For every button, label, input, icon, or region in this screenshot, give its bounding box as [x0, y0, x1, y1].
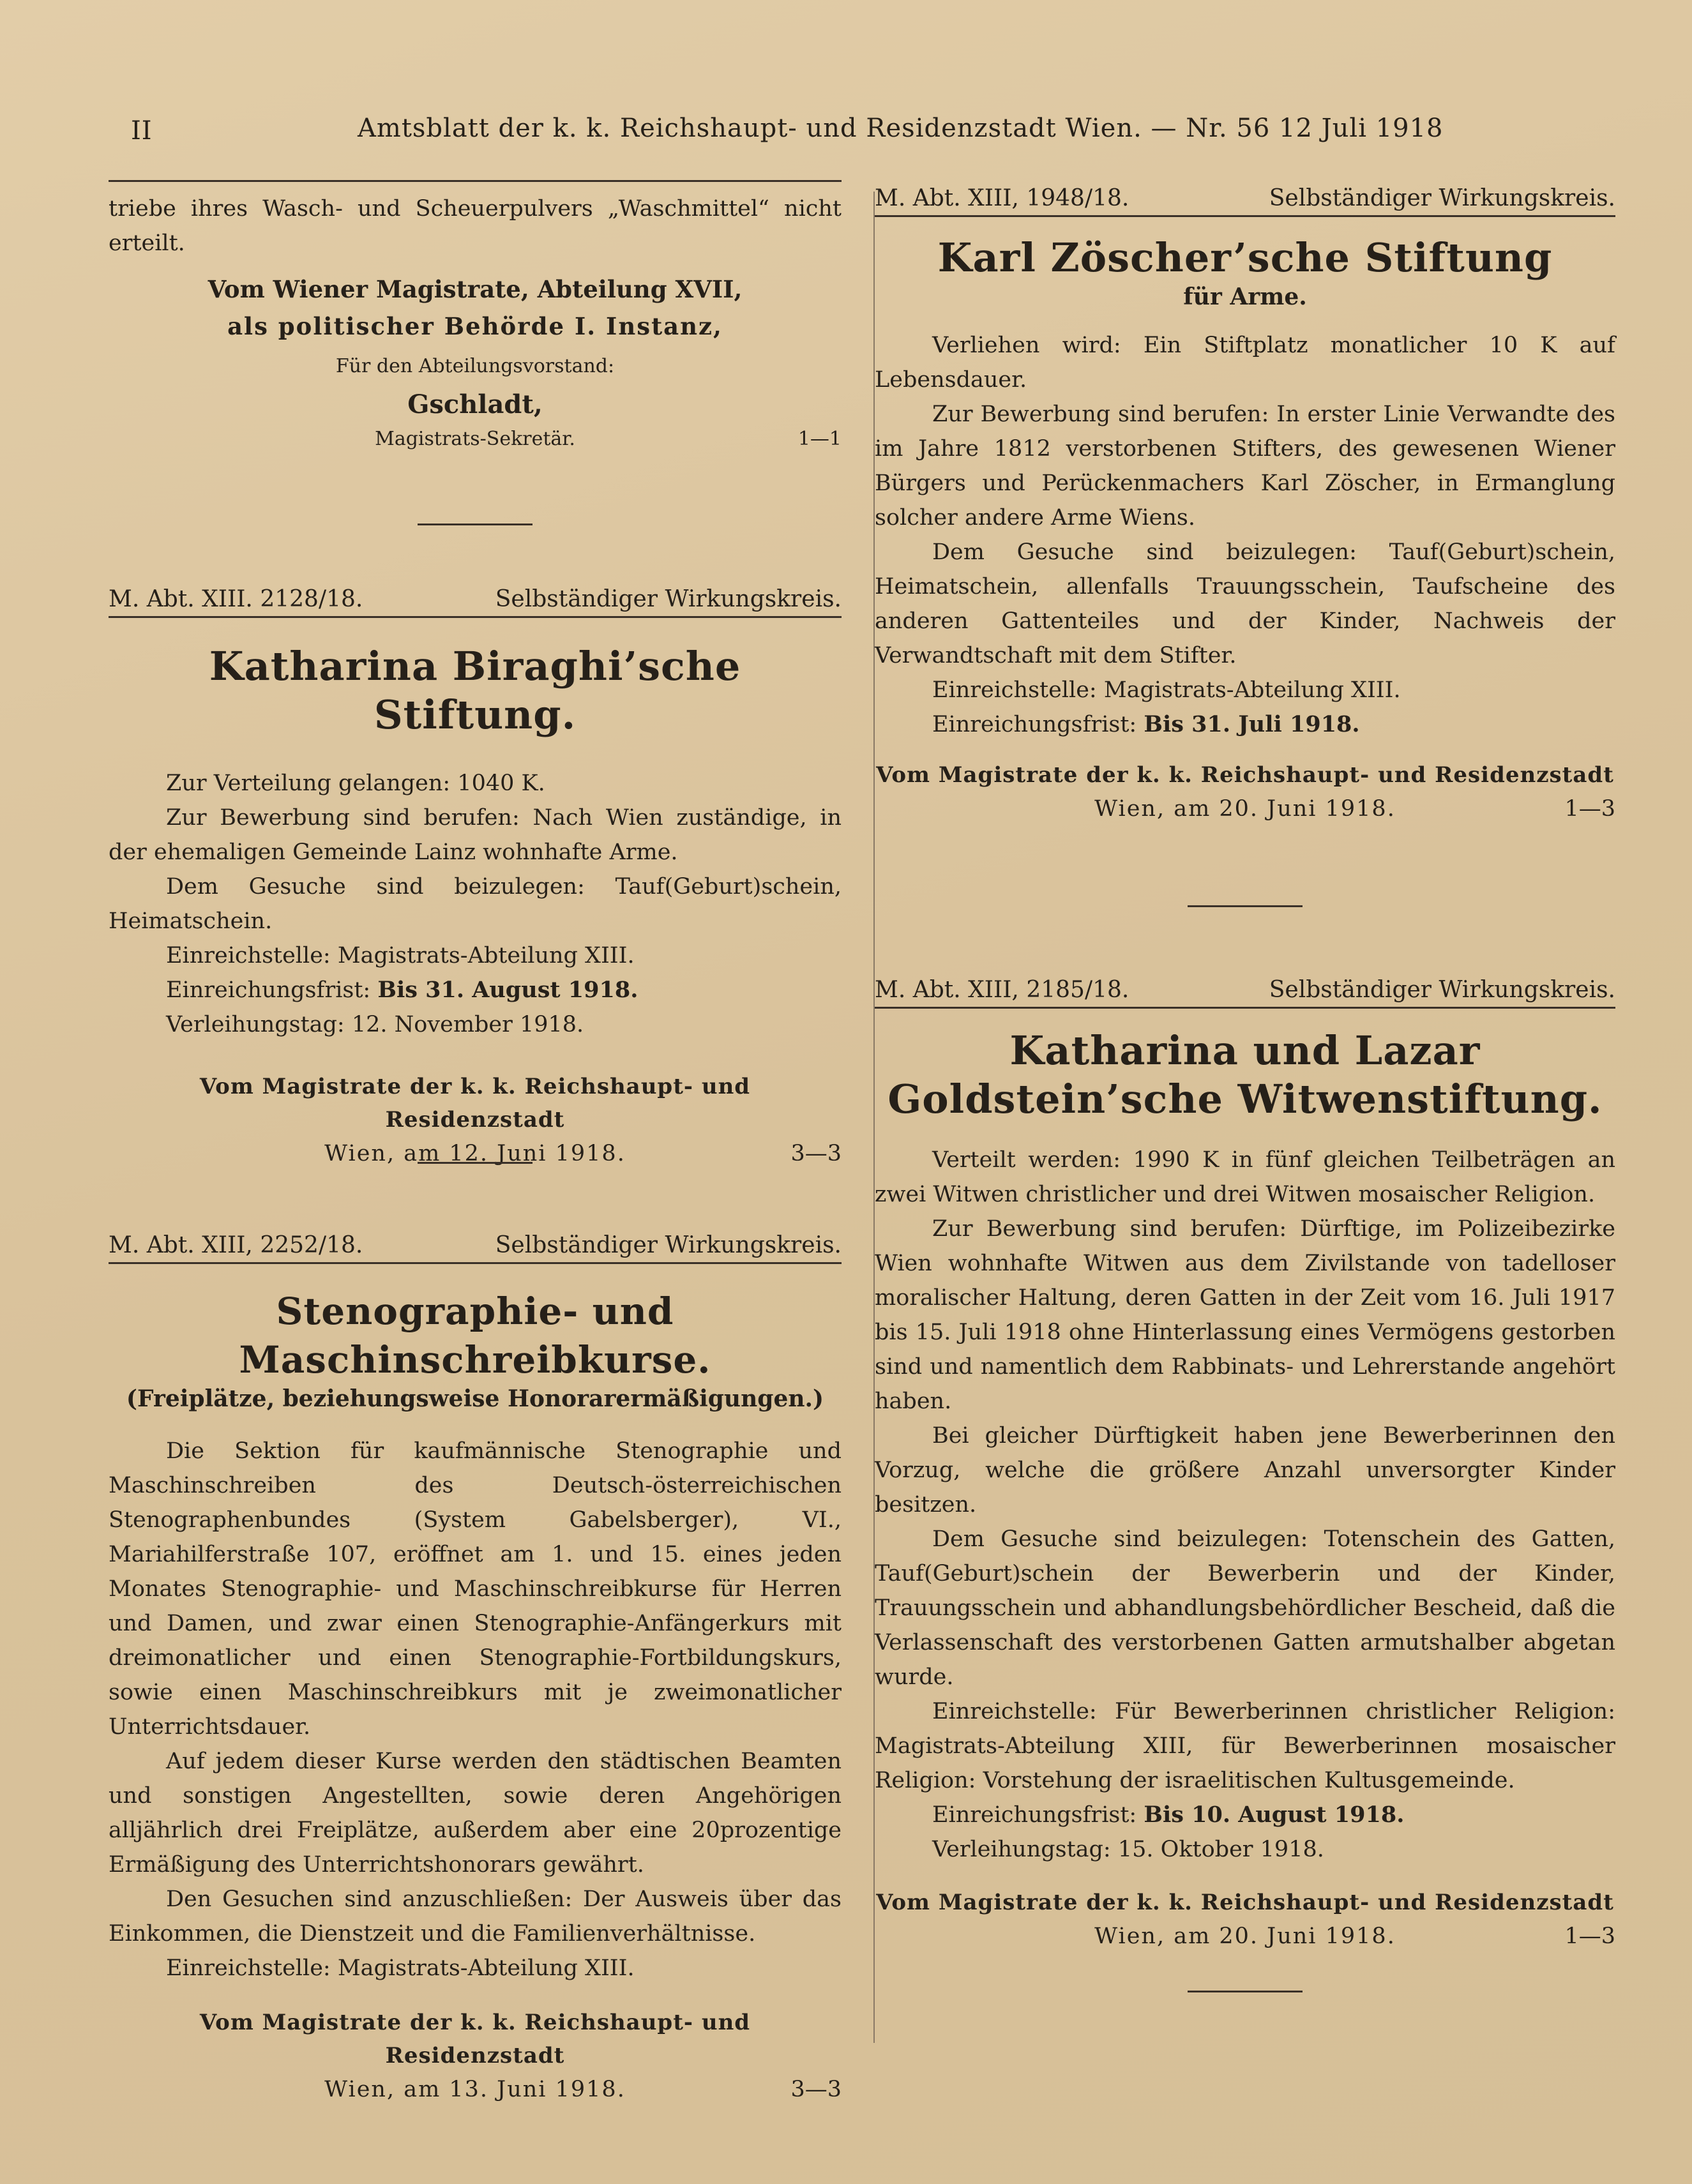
reference-number: M. Abt. XIII, 2252/18. [109, 1232, 363, 1258]
paragraph: Den Gesuchen sind anzuschließen: Der Ausweis über das Einkommen, die Dienstzeit und die Familienverhältnisse. [109, 1887, 842, 1947]
paragraph: Auf jedem dieser Kurse werden den städtischen Beamten und sonstigen Angestellten, sowie deren Angehörigen alljährlich drei Freiplätze, außerdem aber eine 20prozentige Ermäßigung des Unterrichtshonorars gewährt. [109, 1749, 842, 1878]
paragraph: Verteilt werden: 1990 K in fünf gleichen Teilbeträgen an zwei Witwen christlicher und drei Witwen mosaischer Religion. [875, 1147, 1615, 1207]
notice-steno-courses [109, 1232, 842, 2107]
deadline-paragraph [109, 973, 842, 1007]
divider [418, 523, 533, 525]
notice-subtitle: (Freiplätze, beziehungsweise Honorarermäßigungen.) [126, 1385, 824, 1412]
paragraph: Zur Bewerbung sind berufen: Dürftige, im Polizeibezirke Wien wohnhafte Witwen aus dem Zivilstande von tadelloser moralischer Haltung, deren Gatten in der Zeit vom 16. Juli 1917 bis 15. Juli 1918 ohne Hinterlassung eines Vermögens gestorben sind und namentlich dem Rabbinats- und Lehrerstande angehört haben. [875, 1216, 1615, 1414]
notice-header [875, 977, 1615, 1009]
paragraph: Dem Gesuche sind beizulegen: Tauf(Geburt)schein, Heimatschein. [109, 874, 842, 934]
divider [1188, 905, 1303, 907]
notice-subtitle: für Arme. [1183, 283, 1307, 310]
notice-number: 1—1 [797, 428, 842, 450]
paragraph: Dem Gesuche sind beizulegen: Tauf(Geburt)schein, Heimatschein, allenfalls Trauungsschein, Taufscheine des anderen Gattenteiles und der Kinder, Nachweis der Verwandtschaft mit dem Stifter. [875, 539, 1615, 668]
paragraph: Bei gleicher Dürftigkeit haben jene Bewerberinnen den Vorzug, welche die größere Anzahl unversorgter Kinder besitzen. [875, 1423, 1615, 1518]
paragraph: Verliehen wird: Ein Stiftplatz monatlicher 10 K auf Lebensdauer. [875, 333, 1615, 393]
paragraph: Zur Bewerbung sind berufen: Nach Wien zuständige, in der ehemaligen Gemeinde Lainz wohnhafte Arme. [109, 805, 842, 865]
paragraph: Einreichstelle: Magistrats-Abteilung XIII. [166, 1955, 635, 1981]
notice-number: 1—3 [1564, 1924, 1615, 1949]
notice-number: 1—3 [1564, 796, 1615, 822]
scope-label: Selbständiger Wirkungskreis. [495, 586, 842, 612]
place-date: Wien, am 13. Juni 1918. [324, 2077, 626, 2102]
place-date: Wien, am 20. Juni 1918. [1094, 796, 1396, 822]
divider [418, 1162, 533, 1164]
deadline-value: Bis 31. August 1918. [377, 977, 638, 1003]
place-date-row [875, 792, 1615, 826]
deadline-paragraph [875, 1798, 1615, 1832]
continued-text: triebe ihres Wasch- und Scheuerpulvers „Waschmittel“ nicht erteilt. [109, 196, 842, 256]
notice-number: 3—3 [790, 1141, 842, 1166]
left-header-rule [109, 180, 842, 182]
paragraph: Zur Verteilung gelangen: 1040 K. [166, 771, 545, 796]
reference-number: M. Abt. XIII, 2185/18. [875, 977, 1129, 1003]
notice-zoescher [875, 185, 1615, 826]
signatory-role-row [109, 424, 842, 455]
scope-label: Selbständiger Wirkungskreis. [1269, 185, 1615, 211]
paragraph: Einreichstelle: Für Bewerberinnen christlicher Religion: Magistrats-Abteilung XIII, für Bewerberinnen mosaischer Religion: Vorstehung der israelitischen Kultusgemeinde. [875, 1699, 1615, 1793]
signature-line: Vom Magistrate der k. k. Reichshaupt- und Residenzstadt [199, 1074, 751, 1133]
notice-goldstein [875, 977, 1615, 1992]
notice-biraghi [109, 586, 842, 1171]
signatory-name: Gschladt, [407, 389, 543, 419]
notice-title: Katharina und Lazar Goldstein’sche Witwenstiftung. [888, 1027, 1603, 1122]
notice-header [109, 586, 842, 618]
notice-header [875, 185, 1615, 217]
place-date-row [875, 1919, 1615, 1954]
notice-header [109, 1232, 842, 1264]
deadline-value: Bis 31. Juli 1918. [1144, 711, 1360, 737]
deadline-label: Einreichungsfrist: [166, 977, 371, 1003]
signature-line: Vom Magistrate der k. k. Reichshaupt- und Residenzstadt [199, 2010, 751, 2068]
reference-number: M. Abt. XIII. 2128/18. [109, 586, 363, 612]
signatory-role: Magistrats-Sekretär. [375, 428, 575, 450]
deadline-paragraph [875, 707, 1615, 742]
reference-number: M. Abt. XIII, 1948/18. [875, 185, 1129, 211]
paragraph: Dem Gesuche sind beizulegen: Totenschein des Gatten, Tauf(Geburt)schein der Bewerberin und der Kinder, Trauungsschein und abhandlungsbehördlicher Bescheid, daß die Verlassenschaft des verstorbenen Gatten armutshalber abgetan wurde. [875, 1526, 1615, 1690]
deadline-label: Einreichungsfrist: [932, 712, 1137, 737]
divider [1188, 1991, 1303, 1992]
notice-title: Stenographie- und Maschinschreibkurse. [239, 1290, 711, 1382]
paragraph: Zur Bewerbung sind berufen: In erster Linie Verwandte des im Jahre 1812 verstorbenen Stifters, des gewesenen Wiener Bürgers und Perückenmachers Karl Zöscher, in Ermanglung solcher andere Arme Wiens. [875, 402, 1615, 531]
place-date-row [109, 1136, 842, 1171]
signatory-for: Für den Abteilungsvorstand: [335, 355, 615, 377]
continued-notice [109, 192, 842, 455]
running-title: Amtsblatt der k. k. Reichshaupt- und Residenzstadt Wien. — Nr. 56 12 Juli 1918 [358, 114, 1444, 143]
paragraph: Die Sektion für kaufmännische Stenographie und Maschinschreiben des Deutsch-österreichischen Stenographenbundes (System Gabelsberger), VI., Mariahilferstraße 107, eröffnet am 1. und 15. eines jeden Monates Stenographie- und Maschinschreibkurse für Herren und Damen, und zwar einen Stenographie-Anfängerkurs mit dreimonatlicher und einen Stenographie-Fortbildungskurs, sowie einen Maschinschreibkurs mit je zweimonatlicher Unterrichtsdauer. [109, 1438, 842, 1740]
scope-label: Selbständiger Wirkungskreis. [495, 1232, 842, 1258]
left-column [109, 192, 842, 2102]
signature-line: Vom Magistrate der k. k. Reichshaupt- und Residenzstadt [876, 1890, 1614, 1915]
authority-line-1: Vom Wiener Magistrate, Abteilung XVII, [208, 275, 743, 303]
scope-label: Selbständiger Wirkungskreis. [1269, 977, 1615, 1003]
place-date: Wien, am 20. Juni 1918. [1094, 1924, 1396, 1949]
notice-title: Karl Zöscher’sche Stiftung [937, 234, 1553, 281]
place-date: Wien, am 12. Juni 1918. [324, 1141, 626, 1166]
paragraph: Verleihungstag: 15. Oktober 1918. [932, 1837, 1324, 1862]
authority-line-2: als politischer Behörde I. Instanz, [227, 312, 723, 340]
deadline-label: Einreichungsfrist: [932, 1802, 1137, 1828]
notice-title: Katharina Biraghi’sche Stiftung. [209, 643, 741, 738]
paragraph: Einreichstelle: Magistrats-Abteilung XIII. [932, 677, 1401, 703]
paragraph: Verleihungstag: 12. November 1918. [166, 1012, 584, 1037]
paragraph: Einreichstelle: Magistrats-Abteilung XIII. [166, 943, 635, 968]
deadline-value: Bis 10. August 1918. [1144, 1802, 1405, 1828]
signature-line: Vom Magistrate der k. k. Reichshaupt- und Residenzstadt [876, 762, 1614, 788]
place-date-row [109, 2072, 842, 2107]
page-number: II [131, 116, 153, 146]
notice-number: 3—3 [790, 2077, 842, 2102]
